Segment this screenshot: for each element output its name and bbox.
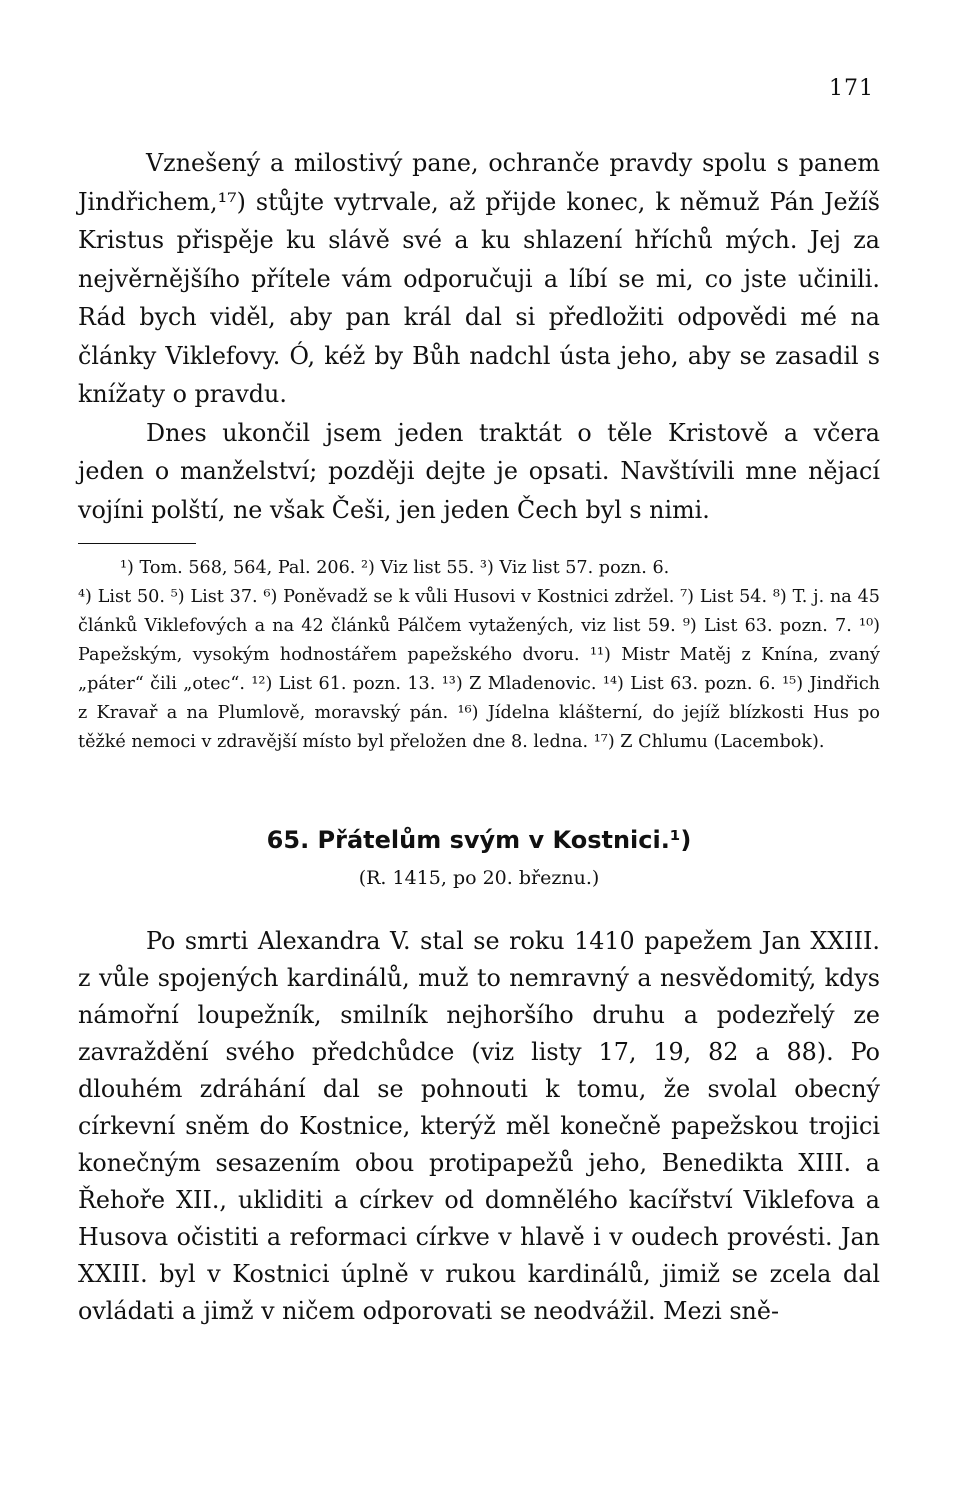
book-page bbox=[78, 70, 880, 1330]
letter-paragraph: Po smrti Alexandra V. stal se roku 1410 papežem Jan XXIII. z vůle spojených kardinálů, muž to nemravný a nesvědomitý, kdys námořní loupežník, smilník nejhoršího druhu a podezřelý ze zavraždění svého předchůdce (viz listy 17, 19, 82 a 88). Po dlouhém zdráhání dal se pohnouti k tomu, že svolal obecný církevní sněm do Kostnice, kterýž měl konečně papežskou trojici konečným sesazením obou protipapežů jeho, Benedikta XIII. a Řehoře XII., ukliditi a církev od domnělého kacířství Viklefova a Husova očistiti a reformaci církve v hlavě i v oudech provésti. Jan XXIII. byl v Kostnici úplně v rukou kardinálů, jimiž se zcela dal ovládati a jimž v ničem odporovati se neodvážil. Mezi sně- bbox=[78, 927, 880, 1325]
letter-date: (R. 1415, po 20. březnu.) bbox=[358, 867, 600, 889]
letter-title: 65. Přátelům svým v Kostnici.¹) bbox=[266, 826, 692, 854]
paragraph-1: Vznešený a milostivý pane, ochranče pravdy spolu s panem Jindřichem,¹⁷) stůjte vytrvale, až přijde konec, k němuž Pán Ježíš Kristus přispěje ku slávě své a ku shlazení hříchů mých. Jej za nejvěrnějšího přítele vám odporučuji a líbí se mi, co jste učinili. Rád bych viděl, aby pan král dal si předložiti odpovědi mé na články Viklefovy. Ó, kéž by Bůh nadchl ústa jeho, aby se zasadil s knížaty o pravdu. bbox=[78, 149, 880, 408]
footnote-divider bbox=[78, 543, 196, 544]
footnote-line-1: ¹) Tom. 568, 564, Pal. 206. ²) Viz list 55. ³) Viz list 57. pozn. 6. bbox=[120, 558, 670, 578]
letter-heading bbox=[78, 823, 880, 893]
footnote-block: ⁴) List 50. ⁵) List 37. ⁶) Poněvadž se k vůli Husovi v Kostnici zdržel. ⁷) List 54. ⁸) T. j. na 45 článků Viklefových a na 42 článků Pálčem vytažených, viz list 59. ⁹) List 63. pozn. 7. ¹⁰) Papežským, vysokým hodnostářem papežského dvoru. ¹¹) Mistr Matěj z Knína, zvaný „páter“ čili „otec“. ¹²) List 61. pozn. 13. ¹³) Z Mladenovic. ¹⁴) List 63. pozn. 6. ¹⁵) Jindřich z Kravař a na Plumlově, moravský pán. ¹⁶) Jídelna klášterní, do jejíž blízkosti Hus po těžké nemoci v zdravější místo byl přeložen dne 8. ledna. ¹⁷) Z Chlumu (Lacembok). bbox=[78, 587, 880, 752]
paragraph-2: Dnes ukončil jsem jeden traktát o těle Kristově a včera jeden o manželství; později dejte je opsati. Navštívili mne nějací vojíni polští, ne však Češi, jen jeden Čech byl s nimi. bbox=[78, 418, 880, 524]
footnotes bbox=[78, 554, 880, 757]
page-number: 171 bbox=[829, 76, 874, 101]
